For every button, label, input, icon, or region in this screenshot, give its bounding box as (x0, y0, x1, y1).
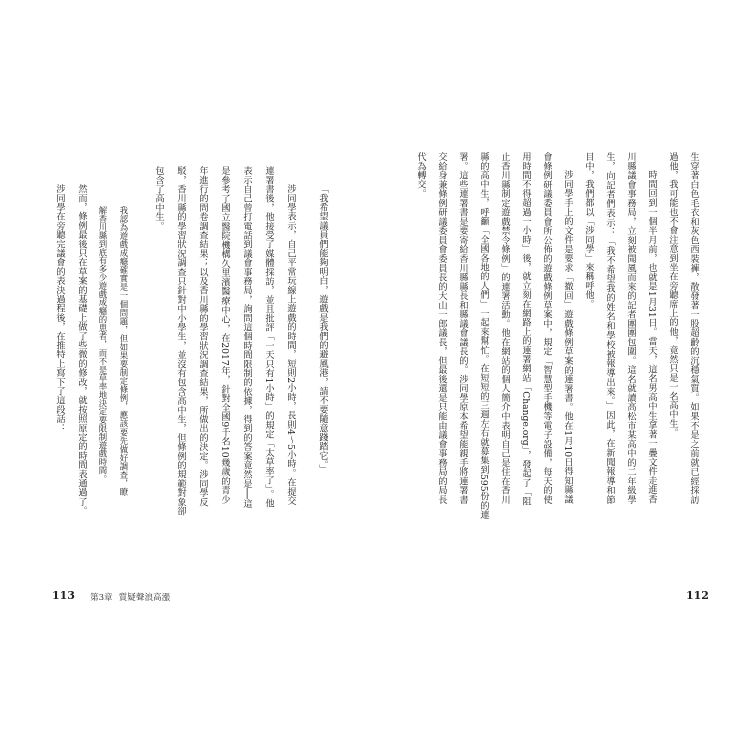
text-column: 交給身兼條例研議委員會委員長的大山一郎議長，但最後還是只能由議會事務局的局長 (436, 152, 447, 504)
text-column: 目中，我們都以「涉同學」來稱呼他。 (583, 152, 594, 309)
text-column: 包含了高中生。 (153, 166, 164, 231)
running-head-title: 質疑聲浪高漲 (118, 593, 171, 603)
text-column: 用時間不得超過一小時」後，就立刻在網路上的連署網站「Change.org」，發起了「阻 (520, 152, 531, 506)
text-column: 川縣議會事務局，立刻被聞風而來的記者團團包圍。這名就讀高松市某高中的二年級學 (625, 152, 636, 504)
text-column: 是參考了國立醫院機構久里濱醫療中心，在2017年，針對全國9千名10幾歲的青少 (219, 166, 230, 504)
page-113-body-text (48, 166, 333, 516)
text-column: 涉同學表示，自己平常玩線上遊戲的時間，短則2小時，長則4～5小時。在提交 (285, 184, 296, 506)
text-column: 署。這些連署書是要寄給香川縣縣長和縣議會議長的。涉同學原本希望能親手將連署書 (457, 152, 468, 504)
text-column: 過他，我可能也不會注意到坐在旁聽席上的他，竟然只是一名高中生。 (667, 152, 678, 438)
page-number-right: 112 (686, 589, 709, 602)
text-column: 「我希望議員們能夠明白，遊戲是我們的避風港，請不要隨意踐踏它。」 (317, 184, 328, 475)
text-column: 時間回到一個半月前，也就是1月31日。當天，這名男高中生拿著一疊文件走進香 (646, 170, 657, 504)
text-column: 解香川縣到底有多少遊戲成癮的患者，而不是草率地決定要限制遊戲時間。 (98, 206, 108, 483)
block-quote (92, 166, 134, 504)
text-column: 然而，條例最後只在草案的基礎上做了些微的修改，就按照原定的時間表通過了。 (76, 184, 87, 516)
running-head (90, 591, 170, 603)
text-column: 生，向記者們表示：「我不希望我的姓名和學校被報導出來。」因此，在新聞報導和節 (604, 152, 615, 504)
paragraph (147, 166, 301, 516)
text-column: 涉同學在旁聽完議會的表決過程後，在推特上寫下了這段話： (54, 184, 65, 433)
quoted-statement (311, 166, 333, 504)
text-column: 會條例研議委員會所公佈的遊戲條例草案中，規定「智慧型手機等電子設備，每天的使 (541, 152, 552, 504)
running-head-chapter: 第3章 (90, 593, 113, 603)
text-column: 生穿著白色毛衣和灰色西裝褲，散發著一股超齡的沉穩氣質。如果不是之前就已經採訪 (688, 152, 699, 504)
text-column: 縣的高中生，呼籲「全國各地的人們」一起來幫忙。在短短的三週左右就募集到595份的連 (478, 152, 489, 520)
page-number-left: 113 (52, 589, 75, 602)
text-column: 連署書後，他接受了媒體採訪，並且批評「一天只有1小時」的規定「太草率了」。他 (263, 166, 274, 508)
paragraph-continued (662, 152, 704, 504)
paragraph (578, 152, 662, 504)
page-112-body-text (410, 152, 704, 520)
text-column: 表示自己曾打電話到議會事務局，詢問這個時間限制的依據，得到的答案竟然是──這 (241, 166, 252, 509)
text-column: 止香川縣制定遊戲禁令條例」的連署活動。他在網站的個人簡介中表明自己是住在香川 (499, 152, 510, 504)
paragraph (48, 166, 70, 504)
text-column: 駁，香川縣的學習狀況調查只針對中小學生，並沒有包含高中生，但條例的規範對象卻 (175, 166, 186, 516)
text-column: 我認為遊戲成癮確實是一個問題，但如果要制定條例，應該要先做好調查，瞭 (119, 206, 129, 496)
paragraph (70, 166, 92, 516)
text-column: 代為轉交。 (415, 152, 426, 198)
text-column: 涉同學手上的文件是要求「撤回」遊戲條例草案的連署書。他在1月10日得知縣議 (562, 170, 573, 504)
text-column: 年進行的問卷調查結果；以及香川縣的學習狀況調查結果，所做出的決定。涉同學反 (197, 166, 208, 507)
paragraph (410, 152, 578, 520)
